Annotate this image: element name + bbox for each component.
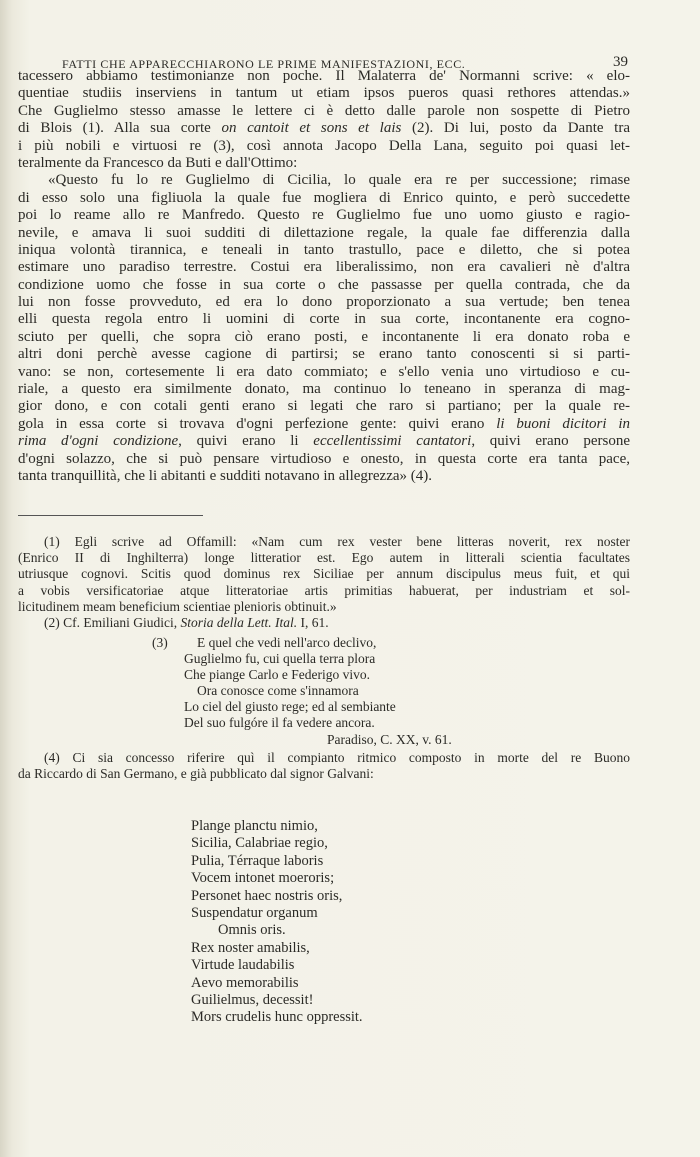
verse-line: Che piange Carlo e Federigo vivo.: [184, 667, 370, 683]
running-title: FATTI CHE APPARECCHIARONO LE PRIME MANIFESTAZIONI, ECC.: [62, 57, 466, 71]
footnote-4-line: (4) Ci sia concesso riferire quì il compianto ritmico composto in morte del re Buono: [44, 750, 630, 765]
italic-span: rima d'ogni condizione: [18, 433, 179, 450]
italic-span: eccellentissimi cantatori: [313, 433, 472, 450]
text-line: [18, 433, 630, 450]
text-line: d'ogni solazzo, che si può pensare virtudioso e onesto, in questa corte era tanta pace,: [18, 450, 630, 467]
poem-line: Guilielmus, decessit!: [191, 991, 314, 1008]
page-number: 39: [613, 54, 628, 70]
footnotes: [18, 534, 630, 631]
poem-line: Aevo memorabilis: [191, 974, 299, 991]
poem-line: Mors crudelis hunc oppressit.: [191, 1009, 363, 1026]
poem-line: Rex noster amabilis,: [191, 939, 310, 956]
footnote-3-marker: (3): [152, 635, 168, 650]
poem-line: Pulia, Térraque laboris: [191, 852, 324, 869]
text-line: gior dono, e con cotali genti erano si legati che raro si partiano; per la quale re-: [18, 398, 630, 415]
lament-poem: [191, 818, 363, 1027]
text-line: di esso solo una figliuola la quale fue mogliera di Enrico quinto, e però succedette: [18, 189, 630, 206]
verse-line: Del suo fulgóre il fa vedere ancora.: [184, 715, 375, 731]
verse-line: Guglielmo fu, cui quella terra plora: [184, 651, 376, 667]
footnote-rule: [18, 515, 203, 516]
text-span: , quivi erano li: [178, 433, 314, 450]
verse-line: Lo ciel del giusto rege; ed al sembiante: [184, 699, 396, 715]
text-line: quentiae studiis inserviens in tantum ut etiam ipsos pueros quasi rethores attendas.»: [18, 85, 630, 102]
text-line: poi lo reame allo re Manfredo. Questo re Guglielmo fue uno uomo giusto e ragio-: [18, 207, 630, 224]
verse-source: Paradiso, C. XX, v. 61.: [327, 731, 452, 747]
footnote-1-line: (Enrico II di Inghilterra) longe litteratior est. Ego autem in litterali scientia facultates: [18, 550, 630, 566]
text-line: nevile, e amava li suoi sudditi di dilettazione regale, la quale fae differenzia dalla: [18, 224, 630, 241]
footnote-2: [18, 615, 630, 631]
main-text: [18, 68, 630, 485]
verse-line: E quel che vedi nell'arco declivo,: [197, 635, 377, 650]
text-line: riale, a questo era similmente donato, ma continuo lo teneano in speranza di mag-: [18, 381, 630, 398]
poem-line: Virtude laudabilis: [191, 957, 295, 974]
italic-span: Storia della Lett. Ital.: [180, 614, 298, 630]
footnote-1-line: licitudinem meam beneficium scientiae plenioris obtinuit.»: [18, 598, 337, 614]
text-span: I, 61.: [297, 614, 329, 630]
text-line: tanta tranquillità, che li abitanti e sudditi notavano in allegrezza» (4).: [18, 467, 433, 484]
text-line: condizione uomo che fosse in sua corte o che passasse per quella contrada, che da: [18, 276, 630, 293]
footnote-4: [18, 750, 630, 781]
text-line: elli questa regola entro li uomini di corte in sua corte, incontanente era cogno-: [18, 311, 630, 328]
text-span: di Blois (1). Alla sua corte: [18, 120, 222, 137]
poem-line: Omnis oris.: [218, 922, 286, 939]
text-line: i più nobili e virtuosi re (3), così annota Jacopo Della Lana, seguito poi quasi let-: [18, 137, 630, 154]
footnote-1-line: a vobis versificatoriae atque litteratoriae artis primitias habuerat, per industriam et sol-: [18, 582, 630, 598]
text-line: [18, 120, 630, 137]
footnote-3: [152, 635, 572, 748]
text-line: tacessero abbiamo testimonianze non poche. Il Malaterra de' Normanni scrive: « elo-: [18, 68, 630, 84]
poem-line: Vocem intonet moeroris;: [191, 870, 335, 887]
footnote-1-line: (1) Egli scrive ad Offamill: «Nam cum rex vester bene litteras noverit, rex noster: [44, 534, 630, 549]
verse-line: Ora conosce come s'innamora: [197, 683, 359, 699]
poem-line: Personet haec nostris oris,: [191, 887, 343, 904]
text-line: [18, 416, 630, 433]
text-line: estimare uno paradiso terrestre. Costui era liberalissimo, non era cavalieri nè d'altra: [18, 259, 630, 276]
text-line: iniqua volontà tirannica, e teneali in tanto trastullo, pace e diletto, che si potea: [18, 241, 630, 258]
footnote-1-line: utriusque cognovi. Scitis quod dominus rex Siciliae per annum discipulus meus fuit, et qui: [18, 566, 630, 582]
text-span: gola in essa corte si trovava d'ogni perfezione gente: quivi erano: [18, 415, 497, 432]
text-line: «Questo fu lo re Guglielmo di Cicilia, lo quale era re per successione; rimase: [48, 172, 630, 189]
italic-span: on cantoit et sons et lais: [221, 120, 402, 137]
text-line: lui non fosse provveduto, ed era lo dono proporzionato a sua vertude; ben tenea: [18, 294, 630, 311]
text-line: teralmente da Francesco da Buti e dall'Ottimo:: [18, 154, 298, 171]
poem-line: Suspendatur organum: [191, 904, 318, 921]
poem-line: Sicilia, Calabriae regio,: [191, 835, 328, 852]
italic-span: li buoni dicitori in: [496, 415, 630, 432]
poem-line: Plange planctu nimio,: [191, 818, 318, 834]
text-line: altri doni perchè avesse cagione di partirsi; se erano tanto conoscenti si si parti-: [18, 346, 630, 363]
text-span: , quivi erano persone: [471, 433, 631, 450]
text-line: sciuto per quelli, che sopra ciò erano posti, e incontanente li era donato roba e: [18, 328, 630, 345]
footnote-4-line: da Riccardo di San Germano, e già pubblicato dal signor Galvani:: [18, 765, 374, 781]
text-line: Che Guglielmo stesso amasse le lettere ci è detto dalle parole non sospette di Pietro: [18, 102, 630, 119]
text-line: vano: se non, cortesemente li era dato commiato; e s'ello venia uno virtudioso e cu-: [18, 363, 630, 380]
text-span: (2) Cf. Emiliani Giudici,: [44, 614, 181, 630]
text-span: (2). Di lui, posto da Dante tra: [401, 120, 630, 137]
